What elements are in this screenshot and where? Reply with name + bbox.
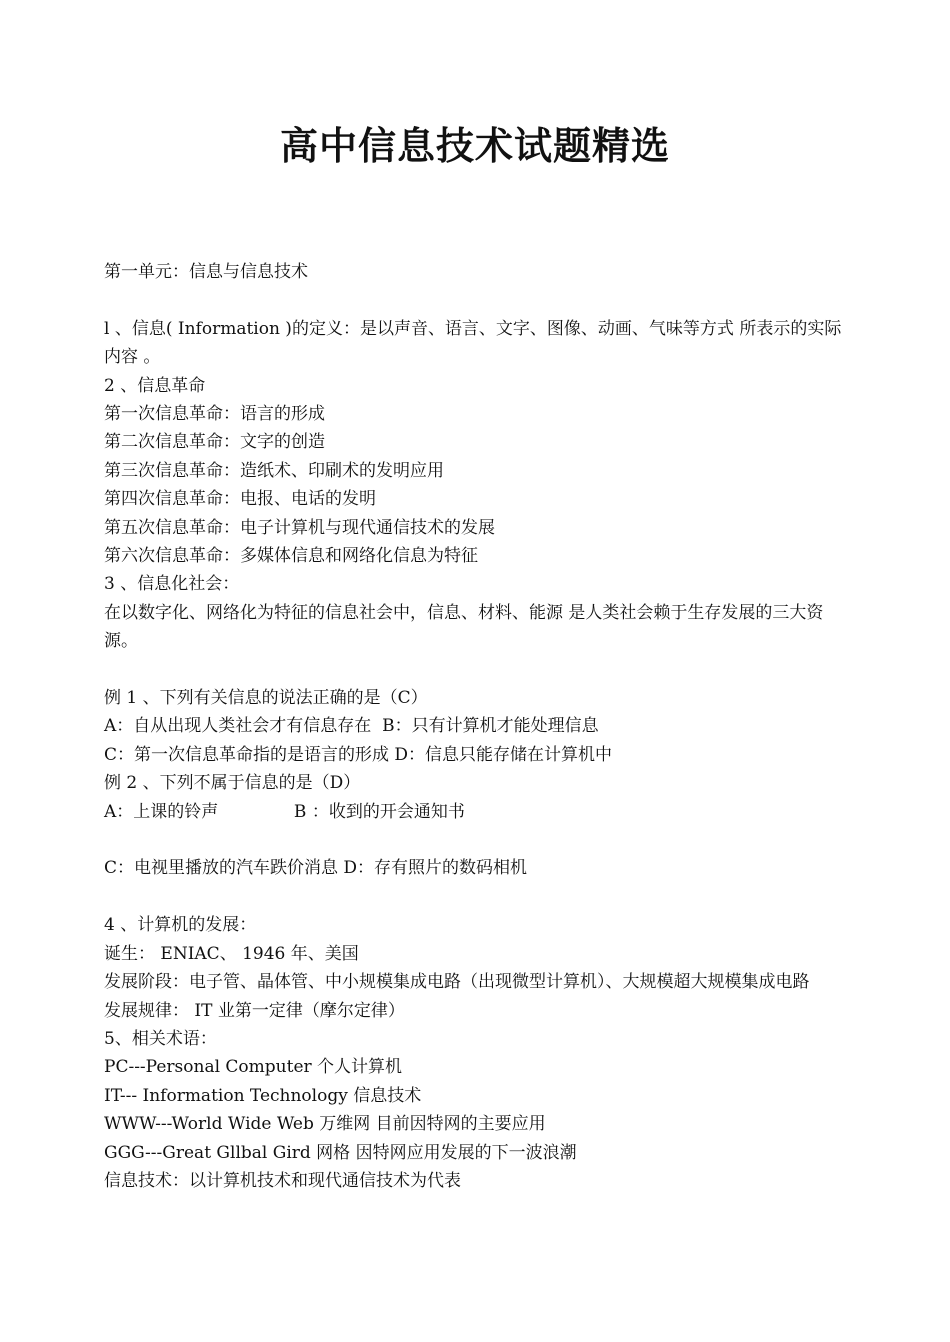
text-line: 发展阶段：电子管、晶体管、中小规模集成电路（出现微型计算机）、大规模超大规模集成电路 bbox=[104, 972, 810, 993]
text-line: 第三次信息革命：造纸术、印刷术的发明应用 bbox=[104, 460, 444, 481]
text-line: A：上课的铃声 B ：收到的开会通知书 bbox=[104, 801, 465, 822]
text-line: 第五次信息革命：电子计算机与现代通信技术的发展 bbox=[104, 517, 495, 538]
blank-line bbox=[104, 883, 850, 911]
text-line: 例 2 、下列不属于信息的是（D） bbox=[104, 773, 361, 794]
text-line: 第一次信息革命：语言的形成 bbox=[104, 404, 325, 425]
text-line: 4 、计算机的发展： bbox=[104, 915, 257, 936]
text-line: WWW---World Wide Web 万维网 目前因特网的主要应用 bbox=[104, 1114, 546, 1135]
text-line: PC---Personal Computer 个人计算机 bbox=[104, 1057, 403, 1078]
page-title: 高中信息技术试题精选 bbox=[279, 124, 670, 168]
text-line: 在以数字化、网络化为特征的信息社会中，信息、材料、能源 是人类社会赖于生存发展的三大资源。 bbox=[104, 602, 824, 652]
text-line: l 、信息( Information )的定义：是以声音、语言、文字、图像、动画、气味等方式 所表示的实际内容 。 bbox=[104, 318, 842, 368]
text-line: 第一单元：信息与信息技术 bbox=[104, 262, 308, 282]
text-line: 第二次信息革命：文字的创造 bbox=[104, 432, 325, 453]
text-line: C：第一次信息革命指的是语言的形成 D：信息只能存储在计算机中 bbox=[104, 744, 613, 765]
text-line: 2 、信息革命 bbox=[104, 375, 206, 396]
text-line: 3 、信息化社会： bbox=[104, 574, 240, 595]
text-line: 第六次信息革命：多媒体信息和网络化信息为特征 bbox=[104, 546, 478, 567]
text-line: C：电视里播放的汽车跌价消息 D：存有照片的数码相机 bbox=[104, 858, 528, 879]
text-line: 5、相关术语： bbox=[104, 1028, 217, 1049]
blank-line bbox=[104, 286, 850, 314]
blank-line bbox=[104, 826, 850, 854]
text-line: 信息技术：以计算机技术和现代通信技术为代表 bbox=[104, 1170, 461, 1191]
text-line: 第四次信息革命：电报、电话的发明 bbox=[104, 489, 376, 510]
text-line: GGG---Great Gllbal Gird 网格 因特网应用发展的下一波浪潮 bbox=[104, 1142, 577, 1163]
document-body bbox=[104, 258, 850, 1195]
text-line: 发展规律： IT 业第一定律（摩尔定律） bbox=[104, 1000, 405, 1021]
text-line: 例 1 、下列有关信息的说法正确的是（C） bbox=[104, 688, 428, 709]
blank-line bbox=[104, 656, 850, 684]
text-line: 诞生： ENIAC、 1946 年、美国 bbox=[104, 943, 359, 964]
text-line: IT--- Information Technology 信息技术 bbox=[104, 1085, 422, 1106]
text-line: A：自从出现人类社会才有信息存在 B：只有计算机才能处理信息 bbox=[104, 716, 599, 737]
